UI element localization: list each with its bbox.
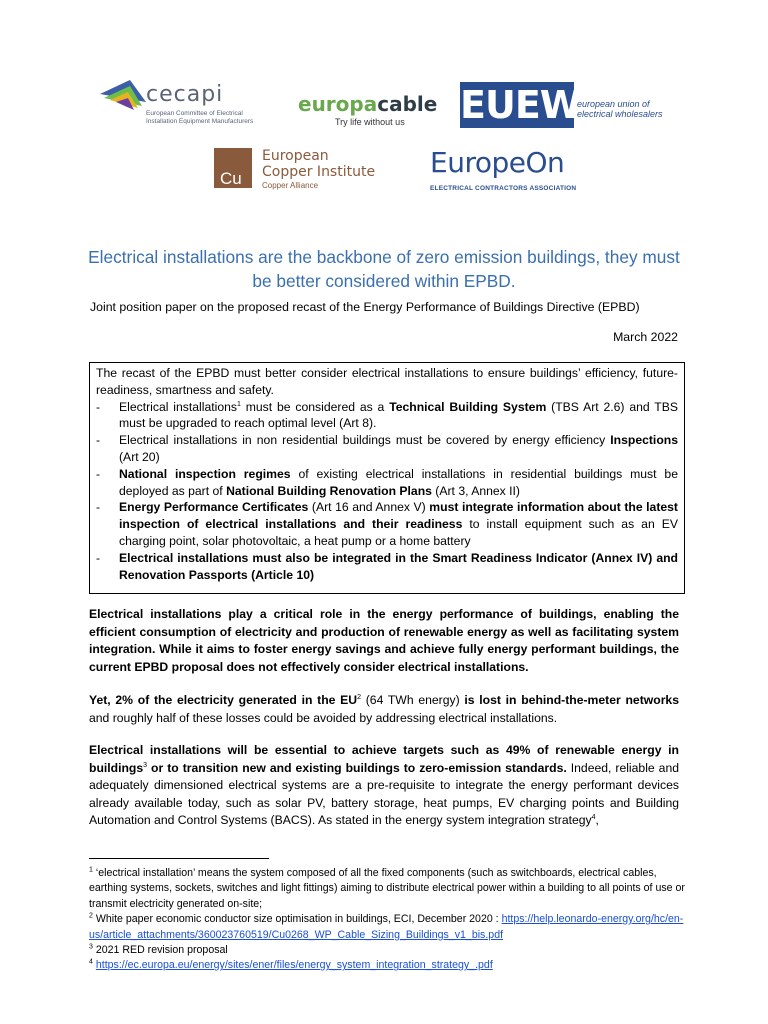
summary-bullet: - Electrical installations must also be integrated in the Smart Readiness Indicator (Annex IV) and Renovation Passports (Article 10) <box>96 550 678 582</box>
cecapi-logo-mark <box>100 80 146 110</box>
summary-bullet: - Electrical installations in non residential buildings must be covered by energy efficiency Inspections (Art 20) <box>96 433 678 464</box>
body-paragraph-3: Electrical installations will be essential to achieve targets such as 49% of renewable energy in buildings$^3$ or to transition new and existing buildings to zero-emission standards. Indeed, reliable and adequately dimensioned electrical systems are a pre-requisite to integrate the energy performant devices already available today, such as solar PV, battery storage, heat pumps, EV charging points and Building Automation and Control Systems (BACS). As stated in the energy system integration strategy$^4$, <box>89 743 679 828</box>
eci-name: European Copper Institute <box>262 148 376 180</box>
footnote-2-link[interactable]: https://help.leonardo-energy.org/hc/en-us/article_attachments/360023760519/Cu0268_WP_Cable_Sizing_Buildings_v1_bis.pdf <box>89 913 684 941</box>
europeon-subtitle: ELECTRICAL CONTRACTORS ASSOCIATION <box>430 185 577 192</box>
document-title: Electrical installations are the backbone of zero emission buildings, they must be better considered within EPBD. <box>88 247 680 291</box>
body-paragraph-1: Electrical installations play a critical role in the energy performance of buildings, enabling the efficient consumption of electricity and production of renewable energy as well as facilitating system integration. While it aims to foster energy savings and achieve fully energy performant buildings, the current EPBD proposal does not effectively consider electrical installations. <box>89 607 679 674</box>
europacable-logo <box>298 92 437 116</box>
eci-subtitle: Copper Alliance <box>262 181 319 190</box>
footnote-divider <box>89 858 269 859</box>
body-paragraph-2: Yet, 2% of the electricity generated in the $EU^2$ (64 TWh energy) is lost in behind-the-meter networks and roughly half of these losses could be avoided by addressing electrical installations. <box>89 693 679 725</box>
europeon-logo: EuropeOn <box>430 146 565 179</box>
euew-logo: EUEW <box>460 83 581 127</box>
summary-box <box>89 362 685 594</box>
footnotes <box>89 866 689 974</box>
euew-text: european union of electrical wholesalers <box>577 99 663 119</box>
europacable-tagline: Try life without us <box>335 117 405 127</box>
summary-intro: The recast of the EPBD must better consider electrical installations to ensure buildings’ efficiency, future-readiness, smartness and safety. <box>96 366 678 397</box>
footnote-3: $^3$ 2021 RED revision proposal <box>89 943 228 957</box>
footnote-4-link[interactable]: https://ec.europa.eu/energy/sites/ener/files/energy_system_integration_strategy_.pdf <box>95 959 493 972</box>
summary-bullet: - Electrical installations$^1$ must be considered as a Technical Building System (TBS Art 2.6) and TBS must be upgraded to reach optimal level (Art 8). <box>96 399 678 431</box>
eci-cu-logo: Cu <box>214 148 252 188</box>
footnote-4: $^4$ https://ec.europa.eu/energy/sites/ener/files/energy_system_integration_strategy_.pdf <box>89 958 493 972</box>
cecapi-subtitle: European Committee of Electrical Installation Equipment Manufacturers <box>146 110 254 125</box>
document-date: March 2022 <box>613 330 678 344</box>
footnote-2: $^2$ White paper economic conductor size optimisation in buildings, ECI, December 2020 : https://help.leonardo-energy.org/hc/en-us/article_attachments/360023760519/Cu0268_WP_Cable_Sizing_Buildings_v1_bis.pdf <box>89 912 684 941</box>
europacable-suffix: cable <box>377 92 438 116</box>
cecapi-name: cecapi <box>146 82 224 107</box>
summary-bullet: - Energy Performance Certificates (Art 16 and Annex V) must integrate information about the latest inspection of electrical installations and their readiness to install equipment such as an EV charging point, solar photovoltaic, a heat pump or a home battery <box>96 500 678 548</box>
document-subtitle: Joint position paper on the proposed recast of the Energy Performance of Buildings Directive (EPBD) <box>90 300 640 314</box>
summary-bullet: - National inspection regimes of existing electrical installations in residential buildings must be deployed as part of National Building Renovation Plans (Art 3, Annex II) <box>96 466 678 498</box>
europacable-prefix: europa <box>298 92 378 116</box>
footnote-1: $^1$ ‘electrical installation’ means the system composed of all the fixed components (such as switchboards, electrical cables, earthing systems, sockets, switches and light fittings) aiming to distribute electrical power within a building to all points of use or transmit electricity generated on-site; <box>89 866 685 910</box>
